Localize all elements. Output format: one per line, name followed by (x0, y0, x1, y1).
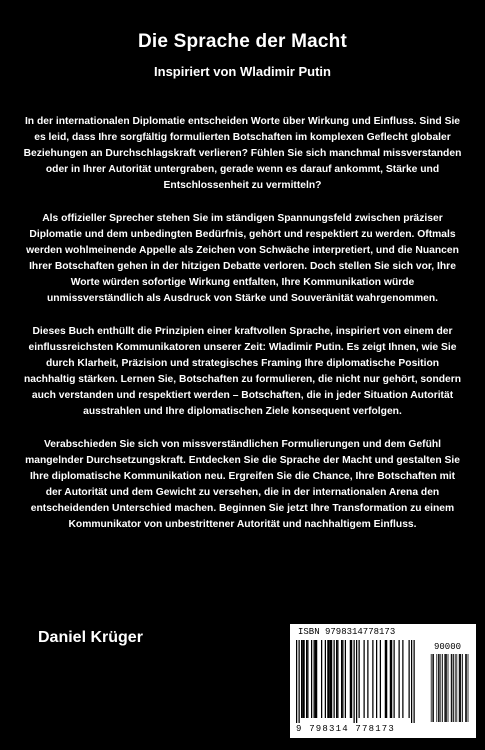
blurb-text (22, 114, 463, 550)
ean-bar (351, 640, 352, 718)
addon-bar (453, 654, 454, 722)
ean-bar (311, 640, 312, 718)
book-title: Die Sprache der Macht (137, 31, 348, 52)
barcode-digits: 9 798314 778173 (296, 724, 396, 734)
ean-bar (390, 640, 391, 718)
book-subtitle: Inspiriert von Wladimir Putin (154, 64, 331, 79)
ean-bar (341, 640, 342, 718)
ean-bar (402, 640, 403, 718)
addon-bar (444, 654, 445, 722)
ean-bar (325, 640, 326, 718)
ean-bar (329, 640, 330, 718)
addon-bar (439, 654, 440, 722)
ean-barcode-bars (296, 640, 426, 724)
addon-bar (451, 654, 452, 722)
addon-bar (448, 654, 449, 722)
blurb-paragraph-1: In der internationalen Diplomatie entscheiden Worte über Wirkung und Einfluss. Sind Sie es leid, dass Ihre sorgfältig formulierten Botschaften im komplexen Geflecht globaler Beziehungen an Durchschlagskraft verlieren? Fühlen Sie sich manchmal missverstanden oder in Ihrer Autorität untergraben, gerade wenn es darauf ankommt, Stärke und Entschlossenheit zu vermitteln? (23, 116, 462, 191)
addon-barcode-bars (430, 654, 470, 724)
ean-bar (359, 640, 360, 718)
addon-bar (445, 654, 446, 722)
addon-bar (442, 654, 443, 722)
author-name: Daniel Krüger (38, 629, 143, 646)
ean-bar (391, 640, 392, 718)
blurb-paragraph-4: Verabschieden Sie sich von missverständlichen Formulierungen und dem Gefühl mangelnder Durchsetzungskraft. Entdecken Sie die Sprache der Macht und gestalten Sie Ihre diplomatische Kommunikation neu. Ergreifen Sie die Chance, Ihre Botschaften mit der Autorität und dem Gewicht zu versehen, die in der internationalen Arena den entscheidenden Unterschied machen. Beginnen Sie jetzt Ihre Transformation zu einem Kommunikator von unbestrittener Autorität und nachhaltigem Einfluss. (25, 439, 460, 530)
blurb-paragraph-2: Als offizieller Sprecher stehen Sie im ständigen Spannungsfeld zwischen präziser Diplomatie und dem unbedingten Bedürfnis, gehört und respektiert zu werden. Oftmals werden wohlmeinende Appelle als Zeichen von Schwäche interpretiert, und die Nuancen Ihrer Botschaften gehen in der hitzigen Debatte verloren. Doch stellen Sie sich vor, Ihre Worte würden sofortige Wirkung entfalten, Ihre Kommunikation würde unmissverständlich als Ausdruck von Stärke und Souveränität wahrgenommen. (26, 213, 459, 304)
ean-bar (356, 640, 357, 723)
ean-bar (354, 640, 355, 723)
addon-bar (465, 654, 466, 722)
addon-bar (466, 654, 467, 722)
isbn-barcode (290, 624, 476, 738)
price-code: 90000 (434, 642, 462, 652)
ean-bar (345, 640, 346, 718)
ean-bar (306, 640, 307, 718)
ean-bar (409, 640, 410, 718)
ean-bar (380, 640, 381, 718)
addon-bar (438, 654, 439, 722)
ean-bar (330, 640, 331, 718)
addon-bar (433, 654, 434, 722)
ean-bar (372, 640, 373, 718)
addon-bar (460, 654, 461, 722)
ean-bar (299, 640, 300, 723)
ean-bar (307, 640, 308, 718)
ean-bar (334, 640, 335, 718)
ean-bar (296, 640, 297, 723)
ean-bar (302, 640, 303, 718)
ean-bar (414, 640, 415, 723)
addon-bar (460, 654, 461, 722)
addon-bar (456, 654, 457, 722)
ean-bar (411, 640, 412, 723)
addon-bar (455, 654, 456, 722)
ean-bar (386, 640, 387, 718)
ean-bar (342, 640, 343, 718)
ean-bar (337, 640, 338, 718)
addon-bar (431, 654, 432, 722)
ean-bar (301, 640, 302, 718)
ean-bar (316, 640, 317, 718)
addon-bar (446, 654, 447, 722)
ean-bar (314, 640, 315, 718)
addon-bar (452, 654, 453, 722)
ean-bar (364, 640, 365, 718)
ean-bar (367, 640, 368, 718)
blurb-paragraph-3: Dieses Buch enthüllt die Prinzipien einer kraftvollen Sprache, inspiriert von einem der einflussreichsten Kommunikatoren unserer Zeit: Wladimir Putin. Es zeigt Ihnen, wie Sie durch Klarheit, Präzision und strategisches Framing Ihre diplomatische Position nachhaltig stärken. Lernen Sie, Botschaften zu formulieren, die nicht nur gehört, sondern auch verstanden und respektiert werden – Botschaften, die in jeder Situation Autorität ausstrahlen und Ihre diplomatischen Ziele konsequent verfolgen. (23, 326, 462, 417)
ean-bar (315, 640, 316, 718)
ean-bar (327, 640, 328, 718)
addon-bar (432, 654, 433, 722)
ean-bar (350, 640, 351, 718)
ean-bar (321, 640, 322, 718)
ean-bar (376, 640, 377, 718)
isbn-label: ISBN 9798314778173 (298, 627, 396, 637)
addon-bar (468, 654, 469, 722)
addon-bar (462, 654, 463, 722)
ean-bar (399, 640, 400, 718)
ean-bar (331, 640, 332, 718)
addon-bar (459, 654, 460, 722)
ean-bar (336, 640, 337, 718)
ean-bar (304, 640, 305, 718)
ean-bar (385, 640, 386, 718)
addon-bar (440, 654, 441, 722)
ean-bar (394, 640, 395, 718)
addon-bar (436, 654, 437, 722)
